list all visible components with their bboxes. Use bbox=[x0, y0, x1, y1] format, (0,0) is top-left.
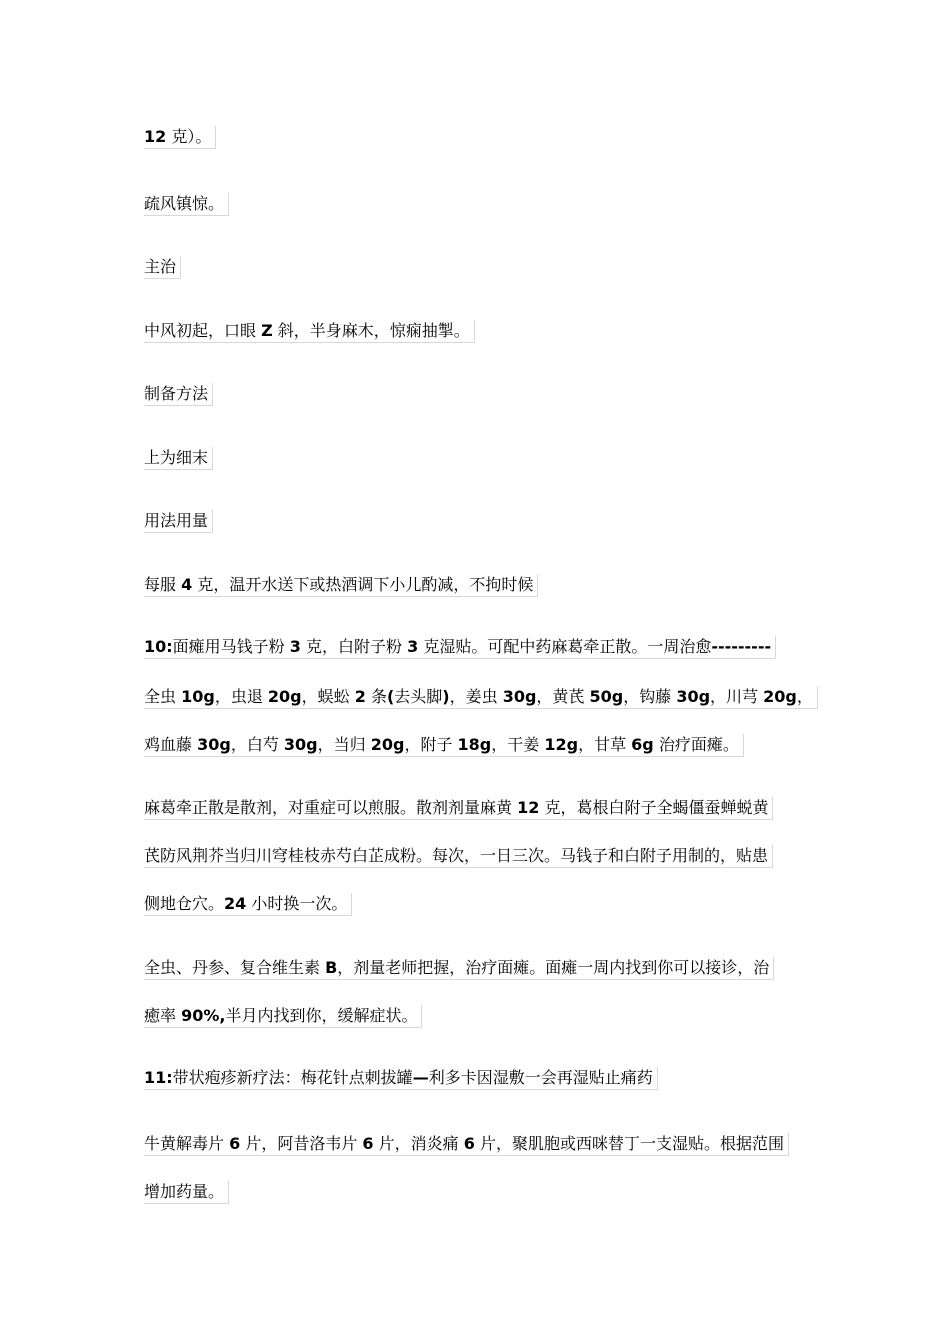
text-segment: 麻葛牵正散是散剂，对重症可以煎服。散剂剂量麻黄 bbox=[144, 798, 518, 817]
text-segment: 片，消炎痛 bbox=[373, 1134, 464, 1153]
bold-text-segment: 6 bbox=[463, 1134, 475, 1153]
bold-text-segment: 20g bbox=[370, 735, 405, 754]
text-line bbox=[144, 734, 744, 757]
text-segment: 每服 bbox=[144, 575, 182, 594]
text-segment: 去头脚 bbox=[394, 687, 443, 706]
text-segment: 芪防风荆芥当归川穹桂枝赤芍白芷成粉。每次，一日三次。马钱子和白附子用制的，贴患 bbox=[144, 846, 769, 865]
text-line bbox=[144, 383, 213, 406]
bold-text-segment: 24 bbox=[224, 894, 247, 913]
text-line bbox=[144, 1133, 789, 1156]
text-line bbox=[144, 510, 213, 533]
text-segment: 全虫、丹参、复合维生素 bbox=[144, 958, 326, 977]
text-line bbox=[144, 1005, 422, 1028]
text-segment: ，川芎 bbox=[710, 687, 764, 706]
text-segment: 克湿贴。可配中药麻葛牵正散。一周治愈 bbox=[418, 637, 712, 656]
bold-text-segment: 6 bbox=[362, 1134, 374, 1153]
text-line bbox=[144, 957, 774, 980]
text-segment: 片，聚肌胞或西咪替丁一支湿贴。根据范围 bbox=[474, 1134, 784, 1153]
text-segment: 鸡血藤 bbox=[144, 735, 198, 754]
bold-text-segment: 30g bbox=[197, 735, 231, 754]
bold-text-segment: ( bbox=[386, 687, 395, 706]
bold-text-segment: 12g bbox=[544, 735, 579, 754]
text-line bbox=[144, 1067, 658, 1090]
text-line bbox=[144, 797, 773, 820]
text-line bbox=[144, 320, 475, 343]
text-segment: ，甘草 bbox=[578, 735, 632, 754]
text-segment: ，姜虫 bbox=[449, 687, 503, 706]
text-line bbox=[144, 845, 773, 868]
bold-text-segment: 10g bbox=[181, 687, 215, 706]
text-line bbox=[144, 574, 538, 597]
text-segment: ，干姜 bbox=[491, 735, 545, 754]
bold-text-segment: 3 bbox=[407, 637, 419, 656]
bold-text-segment: 2 bbox=[354, 687, 366, 706]
bold-text-segment: 3 bbox=[289, 637, 301, 656]
bold-text-segment: 6 bbox=[229, 1134, 241, 1153]
bold-text-segment: B bbox=[325, 958, 338, 977]
text-segment: 侧地仓穴。 bbox=[144, 894, 225, 913]
text-segment: ，蜈蚣 bbox=[301, 687, 355, 706]
bold-text-segment: 50g bbox=[589, 687, 624, 706]
text-segment: 中风初起，口眼 bbox=[144, 321, 262, 340]
text-segment: ， bbox=[796, 687, 813, 706]
text-segment: 带状疱疹新疗法：梅花针点刺拔罐 bbox=[172, 1068, 413, 1087]
text-segment: 克，温开水送下或热酒调下小儿酌减，不拘时候 bbox=[192, 575, 534, 594]
text-segment: ，剂量老师把握，治疗面瘫。面瘫一周内找到你可以接诊，治 bbox=[337, 958, 770, 977]
text-segment: ，白芍 bbox=[230, 735, 284, 754]
bold-text-segment: 18g bbox=[457, 735, 492, 754]
text-segment: 全虫 bbox=[144, 687, 182, 706]
text-segment: 利多卡因湿敷一会再湿贴止痛药 bbox=[428, 1068, 653, 1087]
text-segment: 克，葛根白附子全蝎僵蚕蝉蜕黄 bbox=[539, 798, 769, 817]
bold-text-segment: 6g bbox=[631, 735, 654, 754]
text-segment: 主治 bbox=[144, 257, 177, 276]
bold-text-segment: 30g bbox=[676, 687, 711, 706]
bold-text-segment: — bbox=[412, 1068, 429, 1087]
bold-text-segment: ) bbox=[442, 687, 450, 706]
text-segment: 用法用量 bbox=[144, 511, 209, 530]
bold-text-segment: 10: bbox=[144, 637, 173, 656]
text-segment: 小时换一次。 bbox=[246, 894, 348, 913]
bold-text-segment: 30g bbox=[502, 687, 537, 706]
bold-text-segment: 20g bbox=[763, 687, 797, 706]
bold-text-segment: 20g bbox=[267, 687, 302, 706]
text-line bbox=[144, 893, 352, 916]
text-line bbox=[144, 256, 181, 279]
bold-text-segment: --------- bbox=[711, 637, 772, 656]
text-line bbox=[144, 1181, 229, 1204]
text-segment: ，钩藤 bbox=[623, 687, 677, 706]
text-segment: ，当归 bbox=[317, 735, 371, 754]
text-segment: 制备方法 bbox=[144, 384, 209, 403]
text-line bbox=[144, 447, 213, 470]
text-segment: 条 bbox=[365, 687, 387, 706]
text-line bbox=[144, 686, 818, 709]
text-line bbox=[144, 193, 229, 216]
text-segment: 克，白附子粉 bbox=[300, 637, 408, 656]
text-segment: 上为细末 bbox=[144, 448, 209, 467]
text-segment: 斜，半身麻木，惊痫抽掣。 bbox=[272, 321, 470, 340]
bold-text-segment: 11: bbox=[144, 1068, 173, 1087]
text-segment: 克）。 bbox=[166, 127, 212, 146]
bold-text-segment: 30g bbox=[283, 735, 318, 754]
bold-text-segment: 90%, bbox=[181, 1006, 226, 1025]
bold-text-segment: 12 bbox=[144, 127, 167, 146]
text-segment: 半月内找到你，缓解症状。 bbox=[225, 1006, 418, 1025]
text-segment: 增加药量。 bbox=[144, 1182, 225, 1201]
bold-text-segment: 4 bbox=[181, 575, 193, 594]
text-segment: 面瘫用马钱子粉 bbox=[172, 637, 290, 656]
text-segment: 治疗面瘫。 bbox=[653, 735, 739, 754]
text-segment: ，附子 bbox=[404, 735, 458, 754]
text-segment: 片，阿昔洛韦片 bbox=[240, 1134, 363, 1153]
bold-text-segment: Z bbox=[261, 321, 273, 340]
text-segment: ，黄芪 bbox=[536, 687, 590, 706]
text-line bbox=[144, 126, 216, 149]
text-line bbox=[144, 636, 776, 659]
text-segment: ，虫退 bbox=[214, 687, 268, 706]
text-segment: 牛黄解毒片 bbox=[144, 1134, 230, 1153]
bold-text-segment: 12 bbox=[517, 798, 540, 817]
text-segment: 疏风镇惊。 bbox=[144, 194, 225, 213]
text-segment: 癒率 bbox=[144, 1006, 182, 1025]
